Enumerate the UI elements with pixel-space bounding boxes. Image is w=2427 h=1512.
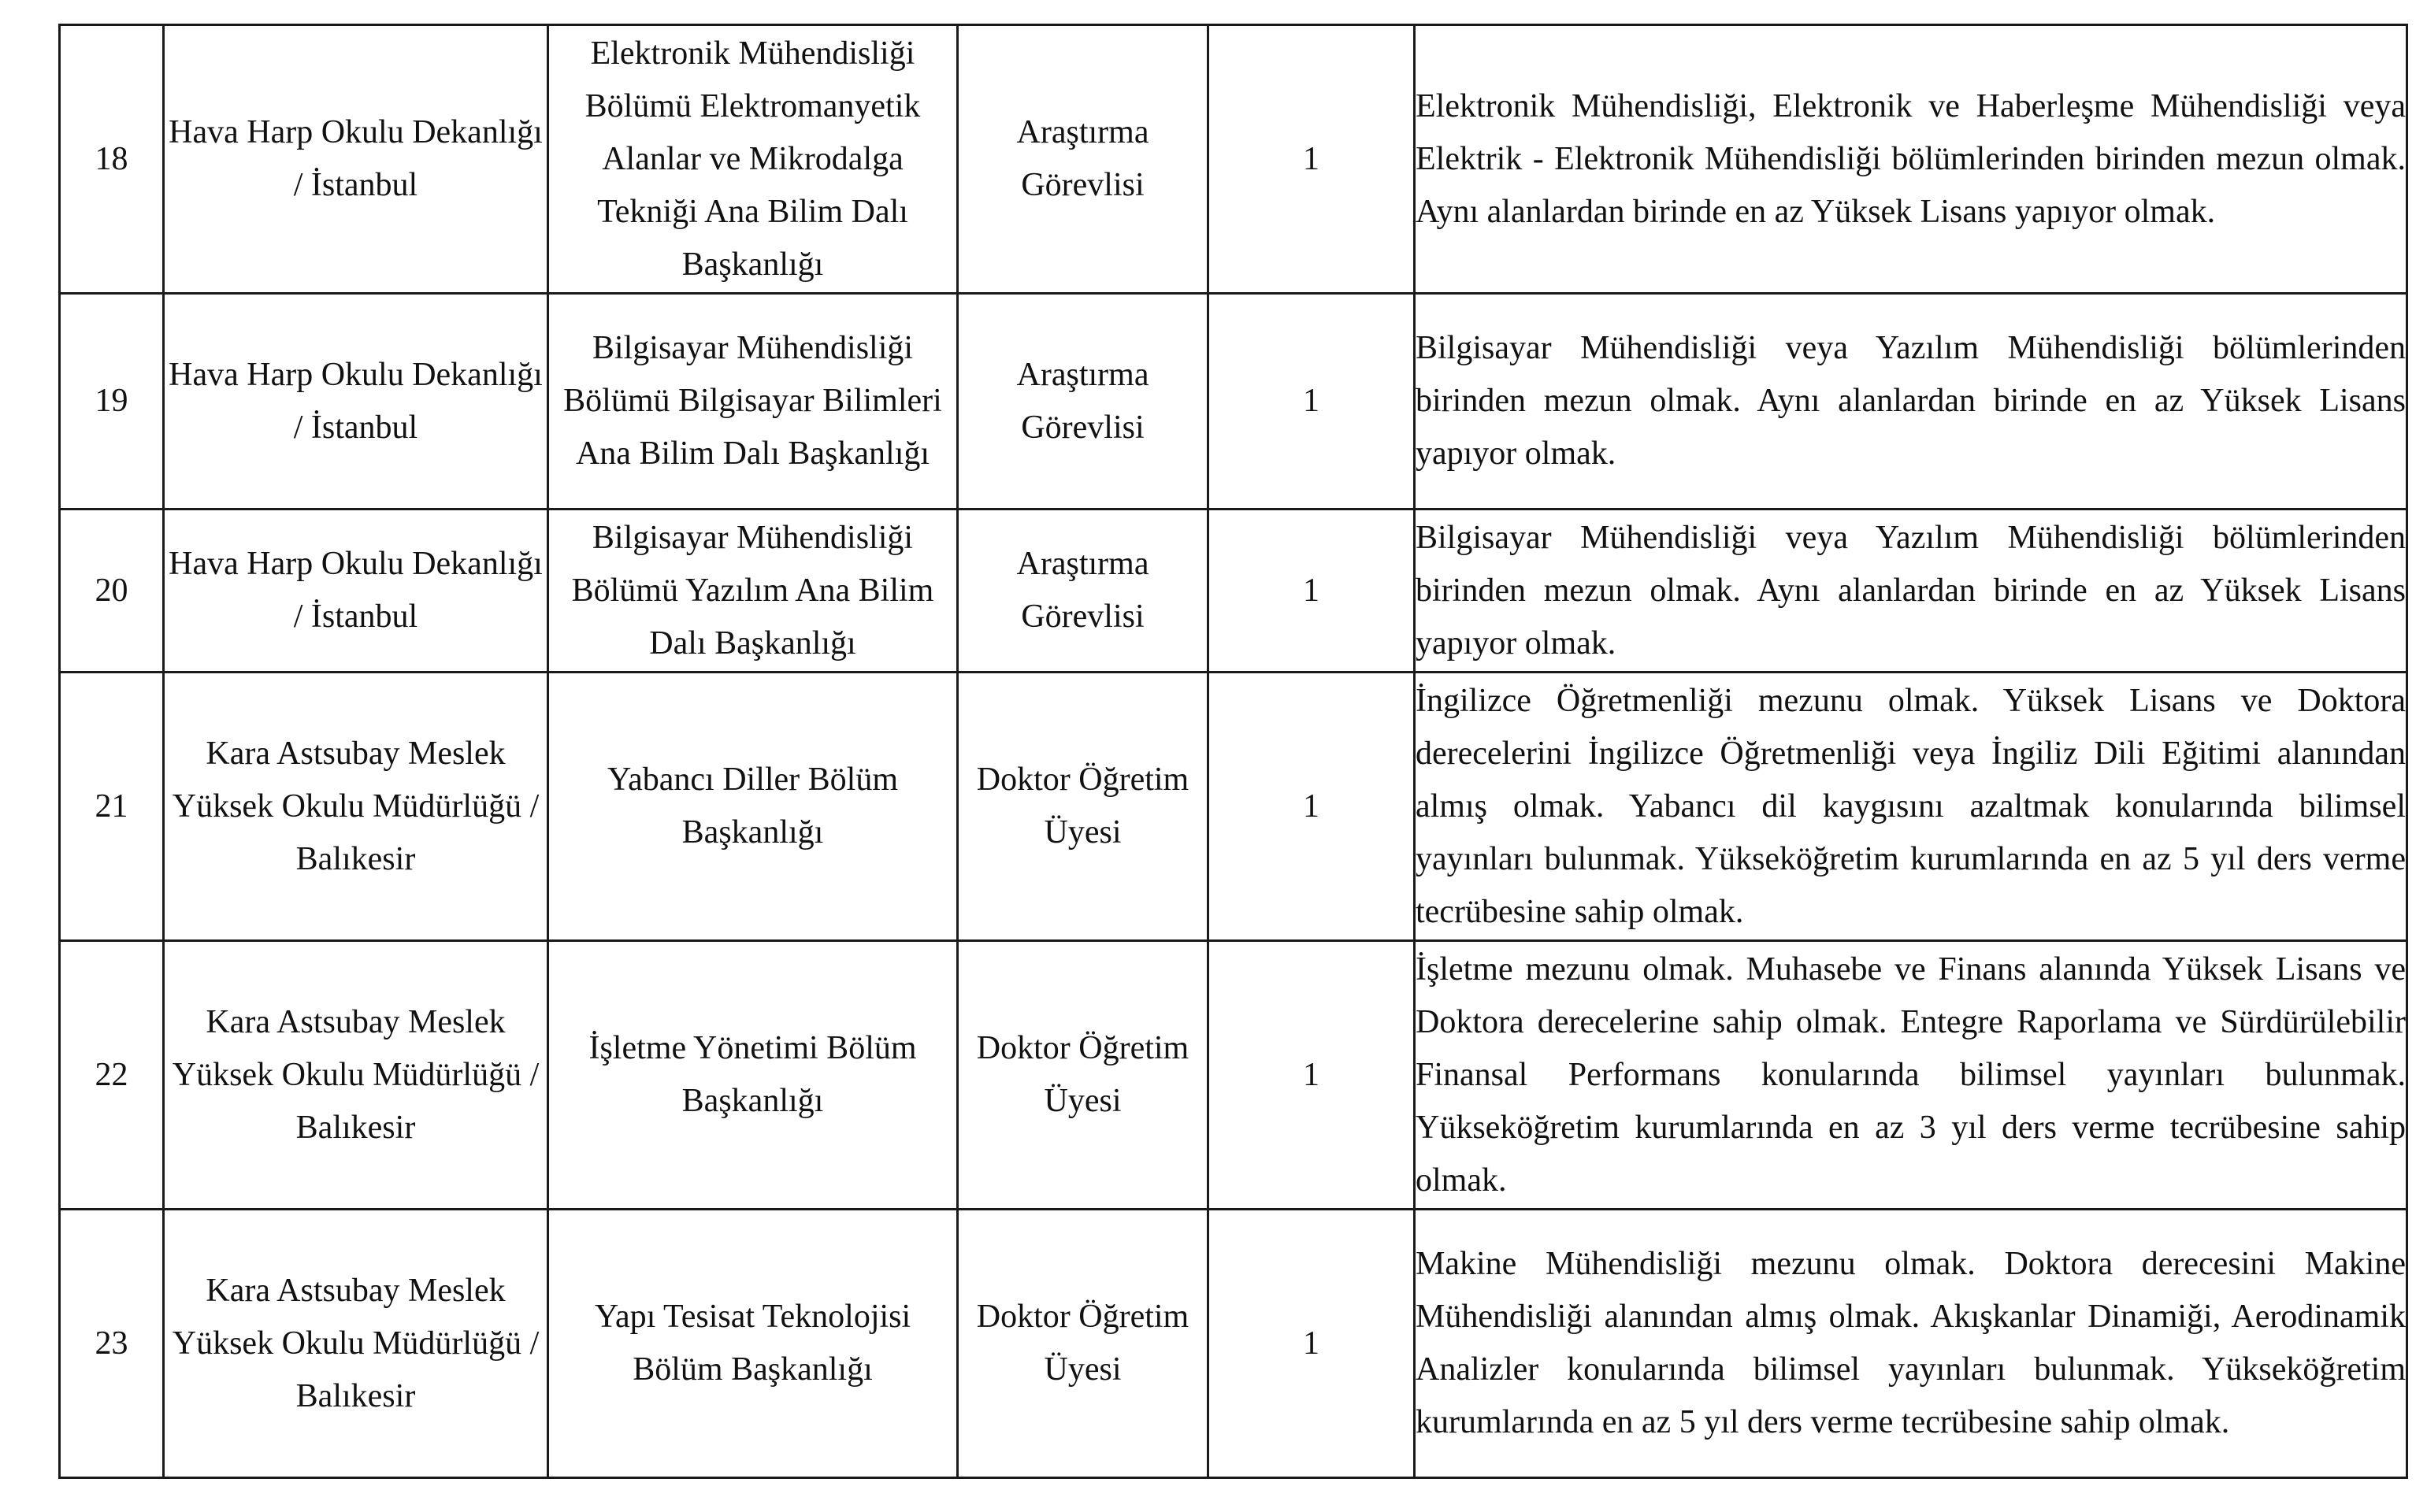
title-cell: Araştırma Görevlisi (958, 25, 1208, 294)
requirements-cell: Bilgisayar Mühendisliği veya Yazılım Mühendisliği bölümlerinden birinden mezun olmak. Aynı alanlardan birinde en az Yüksek Lisans yapıyor olmak. (1415, 510, 2407, 673)
unit-cell: Kara Astsubay Meslek Yüksek Okulu Müdürlüğü / Balıkesir (164, 941, 548, 1210)
positions-table (58, 24, 2408, 1479)
unit-cell: Hava Harp Okulu Dekanlığı / İstanbul (164, 25, 548, 294)
row-number: 23 (60, 1210, 164, 1478)
department-cell: Yabancı Diller Bölüm Başkanlığı (548, 673, 958, 941)
unit-cell: Kara Astsubay Meslek Yüksek Okulu Müdürlüğü / Balıkesir (164, 1210, 548, 1478)
row-number: 20 (60, 510, 164, 673)
row-number: 19 (60, 294, 164, 510)
requirements-cell: Bilgisayar Mühendisliği veya Yazılım Mühendisliği bölümlerinden birinden mezun olmak. Aynı alanlardan birinde en az Yüksek Lisans yapıyor olmak. (1415, 294, 2407, 510)
table-row (60, 673, 2407, 941)
row-number: 21 (60, 673, 164, 941)
table-row (60, 294, 2407, 510)
count-cell: 1 (1208, 673, 1415, 941)
unit-cell: Hava Harp Okulu Dekanlığı / İstanbul (164, 294, 548, 510)
count-cell: 1 (1208, 25, 1415, 294)
count-cell: 1 (1208, 941, 1415, 1210)
table-row (60, 941, 2407, 1210)
unit-cell: Kara Astsubay Meslek Yüksek Okulu Müdürlüğü / Balıkesir (164, 673, 548, 941)
table-row (60, 25, 2407, 294)
department-cell: Elektronik Mühendisliği Bölümü Elektromanyetik Alanlar ve Mikrodalga Tekniği Ana Bilim Dalı Başkanlığı (548, 25, 958, 294)
requirements-cell: Elektronik Mühendisliği, Elektronik ve Haberleşme Mühendisliği veya Elektrik - Elektronik Mühendisliği bölümlerinden birinden mezun olmak. Aynı alanlardan birinde en az Yüksek Lisans yapıyor olmak. (1415, 25, 2407, 294)
count-cell: 1 (1208, 1210, 1415, 1478)
unit-cell: Hava Harp Okulu Dekanlığı / İstanbul (164, 510, 548, 673)
count-cell: 1 (1208, 294, 1415, 510)
title-cell: Araştırma Görevlisi (958, 294, 1208, 510)
table-row (60, 510, 2407, 673)
requirements-cell: Makine Mühendisliği mezunu olmak. Doktora derecesini Makine Mühendisliği alanından almış olmak. Akışkanlar Dinamiği, Aerodinamik Analizler konularında bilimsel yayınları bulunmak. Yükseköğretim kurumlarında en az 5 yıl ders verme tecrübesine sahip olmak. (1415, 1210, 2407, 1478)
table-row (60, 1210, 2407, 1478)
row-number: 18 (60, 25, 164, 294)
department-cell: Bilgisayar Mühendisliği Bölümü Yazılım Ana Bilim Dalı Başkanlığı (548, 510, 958, 673)
requirements-cell: İşletme mezunu olmak. Muhasebe ve Finans alanında Yüksek Lisans ve Doktora derecelerine sahip olmak. Entegre Raporlama ve Sürdürülebilir Finansal Performans konularında bilimsel yayınları bulunmak. Yükseköğretim kurumlarında en az 3 yıl ders verme tecrübesine sahip olmak. (1415, 941, 2407, 1210)
title-cell: Araştırma Görevlisi (958, 510, 1208, 673)
title-cell: Doktor Öğretim Üyesi (958, 673, 1208, 941)
count-cell: 1 (1208, 510, 1415, 673)
department-cell: Bilgisayar Mühendisliği Bölümü Bilgisayar Bilimleri Ana Bilim Dalı Başkanlığı (548, 294, 958, 510)
department-cell: İşletme Yönetimi Bölüm Başkanlığı (548, 941, 958, 1210)
title-cell: Doktor Öğretim Üyesi (958, 1210, 1208, 1478)
row-number: 22 (60, 941, 164, 1210)
department-cell: Yapı Tesisat Teknolojisi Bölüm Başkanlığı (548, 1210, 958, 1478)
requirements-cell: İngilizce Öğretmenliği mezunu olmak. Yüksek Lisans ve Doktora derecelerini İngilizce Öğretmenliği veya İngiliz Dili Eğitimi alanından almış olmak. Yabancı dil kaygısını azaltmak konularında bilimsel yayınları bulunmak. Yükseköğretim kurumlarında en az 5 yıl ders verme tecrübesine sahip olmak. (1415, 673, 2407, 941)
title-cell: Doktor Öğretim Üyesi (958, 941, 1208, 1210)
